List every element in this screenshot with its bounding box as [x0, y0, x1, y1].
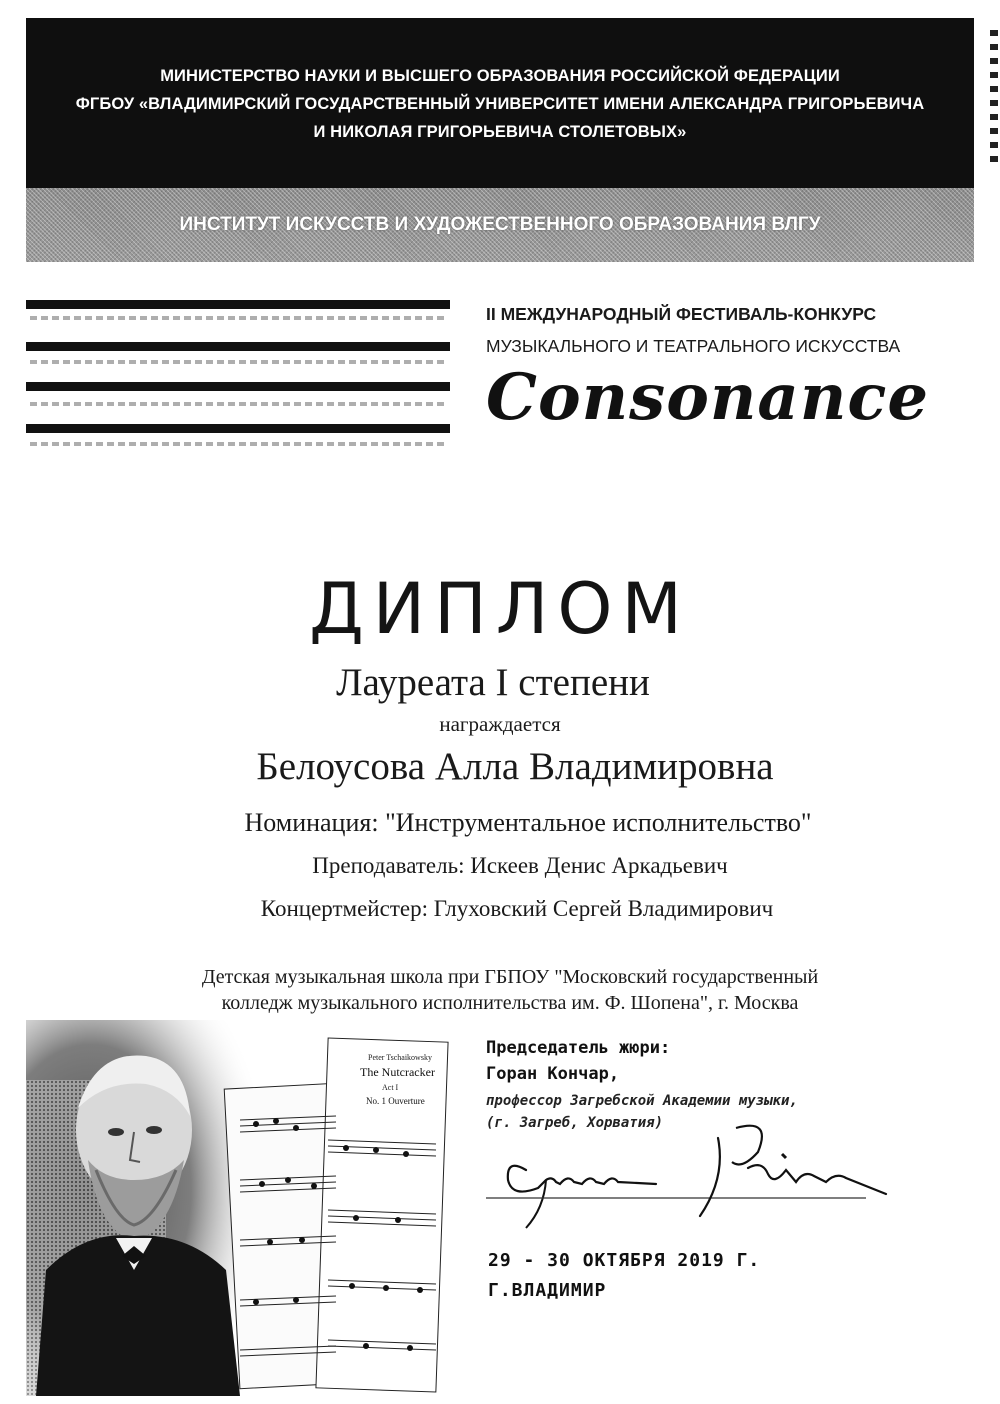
svg-text:No. 1 Ouverture: No. 1 Ouverture	[366, 1096, 425, 1106]
accompanist: Концертмейстер: Глуховский Сергей Владимирович	[260, 896, 774, 921]
diploma-title: ДИПЛОМ	[309, 568, 691, 650]
header-line-university-cont: И НИКОЛАЯ ГРИГОРЬЕВИЧА СТОЛЕТОВЫХ»	[313, 123, 687, 141]
composer-portrait-illustration	[26, 1020, 466, 1396]
school-line-2: колледж музыкального исполнительства им. Ф. Шопена", г. Москва	[221, 992, 799, 1014]
jury-title-line-2: (г. Загреб, Хорватия)	[486, 1115, 664, 1131]
edge-artifact	[990, 30, 998, 170]
svg-text:Act I: Act I	[382, 1083, 399, 1092]
teacher: Преподаватель: Искеев Денис Аркадьевич	[312, 853, 728, 878]
jury-chair-name: Горан Кончар,	[486, 1064, 620, 1084]
header-line-university: ФГБОУ «ВЛАДИМИРСКИЙ ГОСУДАРСТВЕННЫЙ УНИВЕРСИТЕТ ИМЕНИ АЛЕКСАНДРА ГРИГОРЬЕВИЧА	[75, 95, 925, 113]
jury-chair-label: Председатель жюри:	[486, 1038, 671, 1058]
header-ministry-block	[26, 18, 974, 188]
header-line-ministry: МИНИСТЕРСТВО НАУКИ И ВЫСШЕГО ОБРАЗОВАНИЯ РОССИЙСКОЙ ФЕДЕРАЦИИ	[160, 67, 840, 85]
festival-logo-consonance: Consonance	[486, 360, 930, 435]
festival-subtitle: МУЗЫКАЛЬНОГО И ТЕАТРАЛЬНОГО ИСКУССТВА	[486, 336, 901, 356]
jury-chair-signature	[486, 1118, 906, 1238]
school-line-1: Детская музыкальная школа при ГБПОУ "Московский государственный	[201, 966, 819, 988]
diploma-awarded: награждается	[439, 712, 561, 736]
sheet-music-pages	[224, 1038, 448, 1392]
svg-text:The Nutcracker: The Nutcracker	[360, 1065, 435, 1079]
event-dates: 29 - 30 ОКТЯБРЯ 2019 Г.	[488, 1250, 761, 1271]
event-city: Г.ВЛАДИМИР	[488, 1280, 607, 1301]
svg-text:Peter Tschaikowsky: Peter Tschaikowsky	[368, 1053, 432, 1062]
header-institute-band: ИНСТИТУТ ИСКУССТВ И ХУДОЖЕСТВЕННОГО ОБРАЗОВАНИЯ ВЛГУ	[26, 188, 974, 262]
nomination: Номинация: "Инструментальное исполнительство"	[244, 808, 812, 837]
diploma-degree: Лауреата I степени	[336, 661, 650, 704]
festival-title: II МЕЖДУНАРОДНЫЙ ФЕСТИВАЛЬ-КОНКУРС	[486, 304, 877, 324]
recipient-name: Белоусова Алла Владимировна	[256, 745, 774, 788]
jury-title-line-1: профессор Загребской Академии музыки,	[486, 1093, 798, 1109]
school-info	[10, 964, 1000, 1016]
festival-stripes	[26, 300, 450, 450]
